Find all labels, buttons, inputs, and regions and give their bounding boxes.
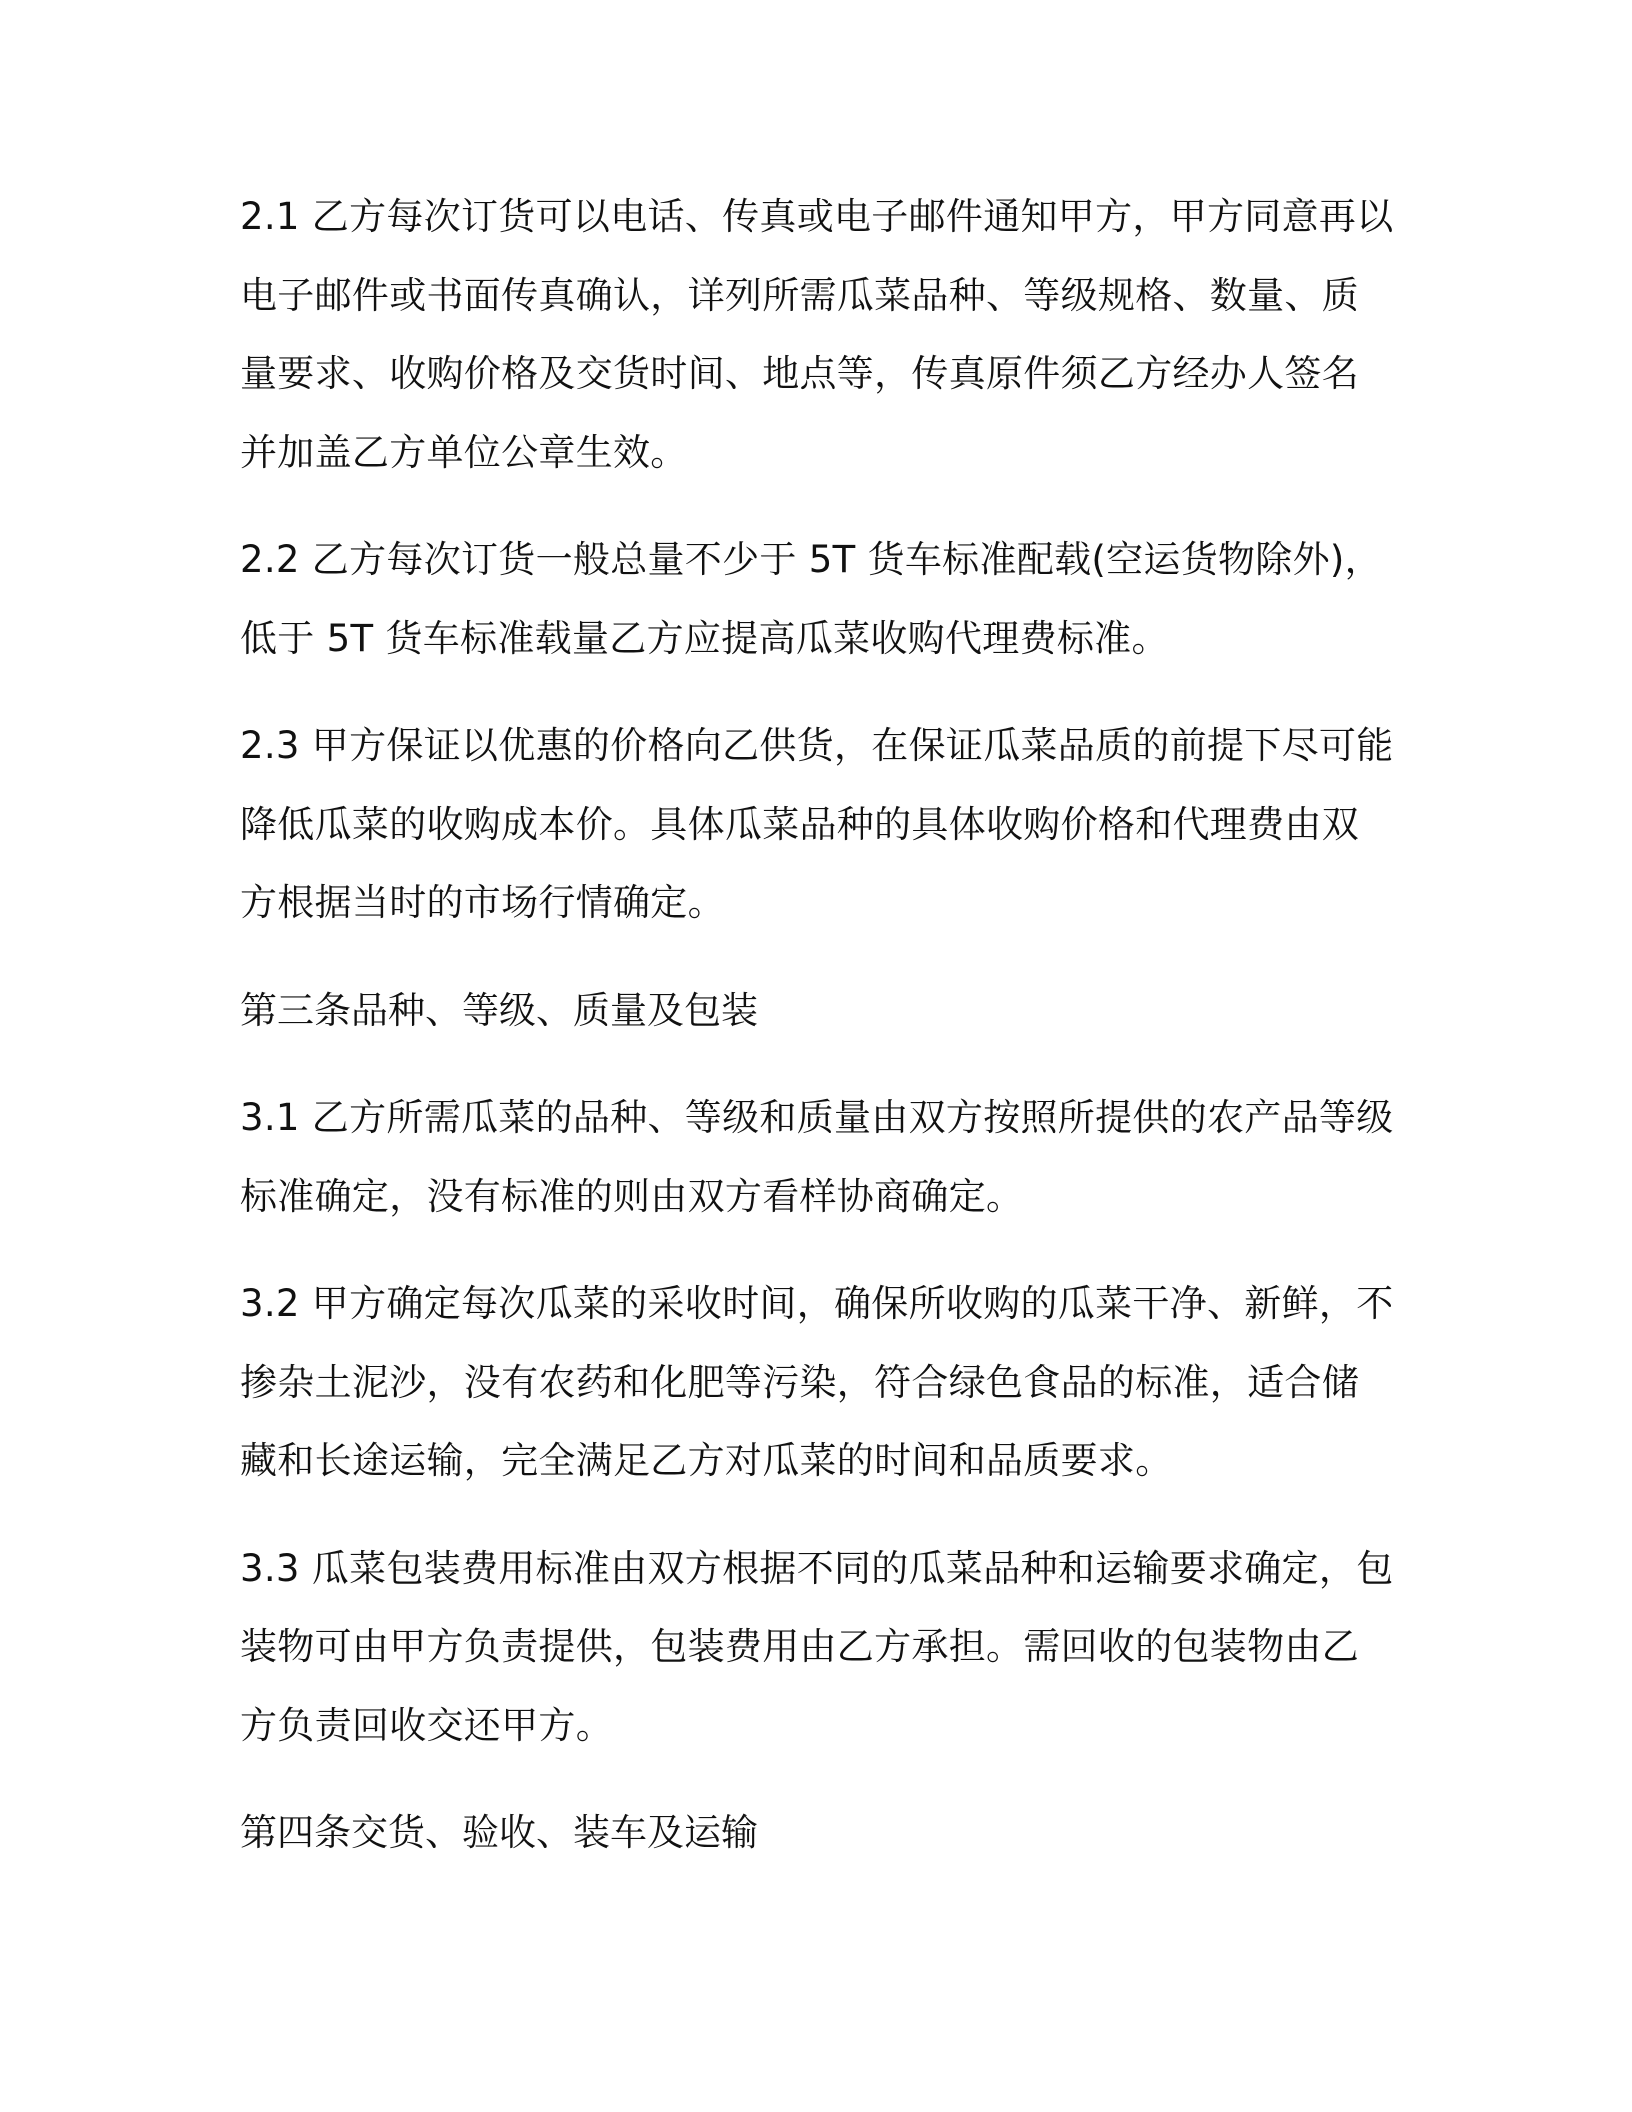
paragraph-line: 标准确定，没有标准的则由双方看样协商确定。 <box>240 1174 1024 1218</box>
paragraph-line: 方负责回收交还甲方。 <box>240 1703 613 1747</box>
section-heading-article-4: 第四条交货、验收、装车及运输 <box>240 1811 758 1854</box>
paragraph-line: 2.2 乙方每次订货一般总量不少于 5T 货车标准配载(空运货物除外)， <box>240 538 1382 581</box>
paragraph-3-2 <box>240 1265 1394 1501</box>
paragraph-3-3 <box>240 1530 1394 1766</box>
paragraph-2-1 <box>240 178 1394 492</box>
paragraph-line: 量要求、收购价格及交货时间、地点等，传真原件须乙方经办人签名 <box>240 352 1359 395</box>
paragraph-line: 3.2 甲方确定每次瓜菜的采收时间，确保所收购的瓜菜干净、新鲜，不 <box>240 1282 1394 1325</box>
paragraph-line: 3.3 瓜菜包装费用标准由双方根据不同的瓜菜品种和运输要求确定，包 <box>240 1546 1394 1590</box>
document-page <box>240 178 1394 1902</box>
paragraph-line: 3.1 乙方所需瓜菜的品种、等级和质量由双方按照所提供的农产品等级 <box>240 1096 1394 1139</box>
paragraph-line: 低于 5T 货车标准载量乙方应提高瓜菜收购代理费标准。 <box>240 616 1169 660</box>
paragraph-line: 2.3 甲方保证以优惠的价格向乙供货，在保证瓜菜品质的前提下尽可能 <box>240 724 1394 767</box>
paragraph-line: 电子邮件或书面传真确认，详列所需瓜菜品种、等级规格、数量、质 <box>240 273 1359 317</box>
paragraph-3-1 <box>240 1079 1394 1236</box>
paragraph-line: 并加盖乙方单位公章生效。 <box>240 430 688 474</box>
paragraph-line: 2.1 乙方每次订货可以电话、传真或电子邮件通知甲方，甲方同意再以 <box>240 195 1394 238</box>
paragraph-line: 装物可由甲方负责提供，包装费用由乙方承担。需回收的包装物由乙 <box>240 1625 1359 1668</box>
paragraph-line: 藏和长途运输，完全满足乙方对瓜菜的时间和品质要求。 <box>240 1439 1173 1482</box>
section-heading-article-3: 第三条品种、等级、质量及包装 <box>240 988 758 1032</box>
paragraph-line: 方根据当时的市场行情确定。 <box>240 881 725 924</box>
paragraph-2-3 <box>240 707 1394 943</box>
paragraph-line: 掺杂土泥沙，没有农药和化肥等污染，符合绿色食品的标准，适合储 <box>240 1360 1359 1404</box>
paragraph-line: 降低瓜菜的收购成本价。具体瓜菜品种的具体收购价格和代理费由双 <box>240 802 1359 846</box>
paragraph-2-2 <box>240 521 1390 678</box>
